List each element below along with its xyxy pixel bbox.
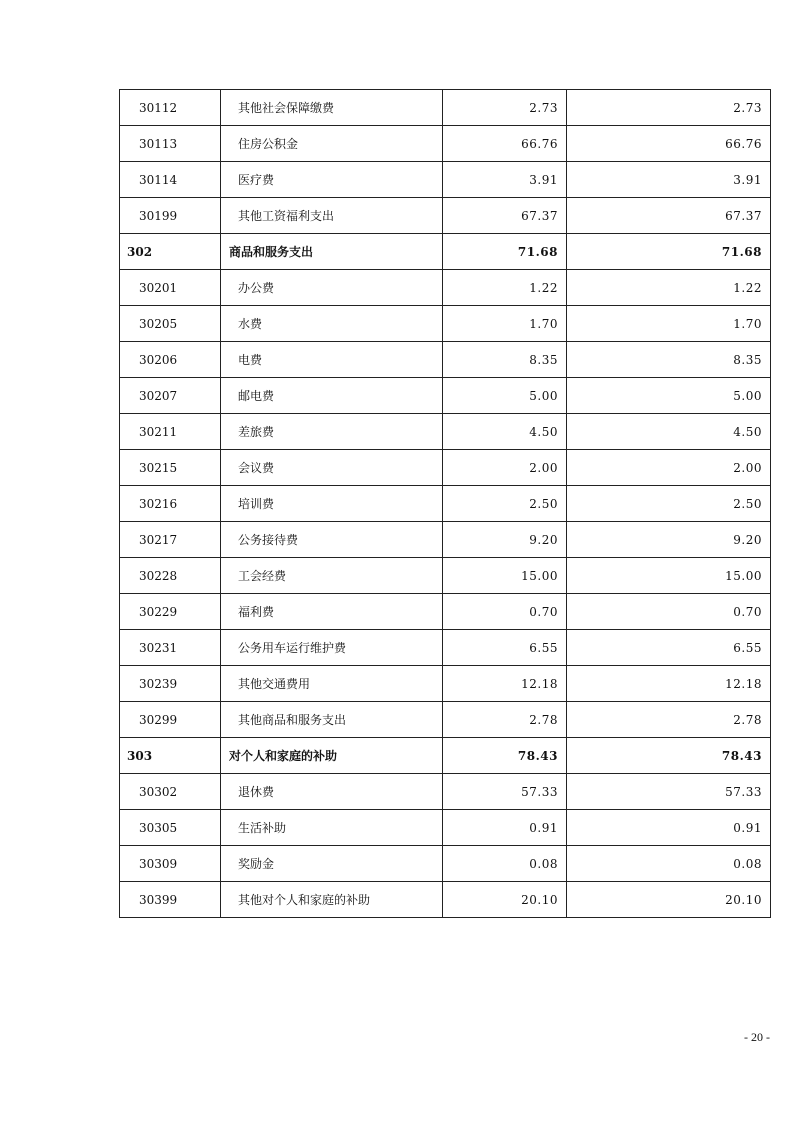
row-amount-cell: 1.22 (443, 270, 567, 306)
row-code-cell: 30216 (120, 486, 221, 522)
table-row (120, 594, 771, 630)
table-body (120, 90, 771, 918)
table-row (120, 270, 771, 306)
row-code-cell: 30309 (120, 846, 221, 882)
row-code-cell: 30207 (120, 378, 221, 414)
row-amount-cell: 8.35 (443, 342, 567, 378)
row-name-cell: 住房公积金 (221, 126, 443, 162)
row-name-cell: 商品和服务支出 (221, 234, 443, 270)
table-row (120, 378, 771, 414)
table-row (120, 846, 771, 882)
row-amount-total-cell: 0.91 (567, 810, 771, 846)
row-name-cell: 其他商品和服务支出 (221, 702, 443, 738)
row-name-cell: 生活补助 (221, 810, 443, 846)
row-code-cell: 30113 (120, 126, 221, 162)
row-amount-cell: 2.73 (443, 90, 567, 126)
row-amount-total-cell: 8.35 (567, 342, 771, 378)
row-name-cell: 其他交通费用 (221, 666, 443, 702)
row-code-cell: 30305 (120, 810, 221, 846)
table-row (120, 126, 771, 162)
row-amount-total-cell: 2.00 (567, 450, 771, 486)
row-code-cell: 30299 (120, 702, 221, 738)
row-amount-total-cell: 67.37 (567, 198, 771, 234)
row-amount-total-cell: 15.00 (567, 558, 771, 594)
table-row (120, 450, 771, 486)
row-code-cell: 30114 (120, 162, 221, 198)
row-code-cell: 30228 (120, 558, 221, 594)
row-amount-cell: 12.18 (443, 666, 567, 702)
row-name-cell: 其他社会保障缴费 (221, 90, 443, 126)
table-row (120, 774, 771, 810)
row-amount-cell: 3.91 (443, 162, 567, 198)
row-amount-total-cell: 12.18 (567, 666, 771, 702)
row-amount-cell: 0.91 (443, 810, 567, 846)
row-amount-cell: 2.50 (443, 486, 567, 522)
row-code-cell: 30199 (120, 198, 221, 234)
row-amount-total-cell: 71.68 (567, 234, 771, 270)
row-name-cell: 其他对个人和家庭的补助 (221, 882, 443, 918)
row-amount-cell: 66.76 (443, 126, 567, 162)
table-group-row (120, 738, 771, 774)
row-amount-cell: 71.68 (443, 234, 567, 270)
row-amount-cell: 5.00 (443, 378, 567, 414)
row-amount-total-cell: 4.50 (567, 414, 771, 450)
row-amount-cell: 6.55 (443, 630, 567, 666)
row-code-cell: 30229 (120, 594, 221, 630)
row-amount-total-cell: 66.76 (567, 126, 771, 162)
row-amount-cell: 9.20 (443, 522, 567, 558)
row-code-cell: 30217 (120, 522, 221, 558)
table-row (120, 810, 771, 846)
row-amount-total-cell: 2.50 (567, 486, 771, 522)
table-row (120, 522, 771, 558)
row-amount-cell: 4.50 (443, 414, 567, 450)
table-group-row (120, 234, 771, 270)
row-amount-cell: 2.00 (443, 450, 567, 486)
table-row (120, 342, 771, 378)
row-code-cell: 30201 (120, 270, 221, 306)
row-amount-total-cell: 0.70 (567, 594, 771, 630)
row-name-cell: 办公费 (221, 270, 443, 306)
row-name-cell: 水费 (221, 306, 443, 342)
row-code-cell: 30215 (120, 450, 221, 486)
table-row (120, 90, 771, 126)
row-amount-total-cell: 9.20 (567, 522, 771, 558)
row-amount-total-cell: 3.91 (567, 162, 771, 198)
row-amount-cell: 0.70 (443, 594, 567, 630)
row-code-cell: 302 (120, 234, 221, 270)
row-code-cell: 30239 (120, 666, 221, 702)
table-row (120, 414, 771, 450)
row-name-cell: 对个人和家庭的补助 (221, 738, 443, 774)
row-amount-total-cell: 57.33 (567, 774, 771, 810)
table-row (120, 162, 771, 198)
row-amount-total-cell: 2.73 (567, 90, 771, 126)
row-amount-cell: 20.10 (443, 882, 567, 918)
row-name-cell: 福利费 (221, 594, 443, 630)
row-amount-total-cell: 1.70 (567, 306, 771, 342)
row-amount-total-cell: 78.43 (567, 738, 771, 774)
table-row (120, 630, 771, 666)
row-amount-cell: 0.08 (443, 846, 567, 882)
table-row (120, 486, 771, 522)
table-row (120, 198, 771, 234)
row-amount-total-cell: 0.08 (567, 846, 771, 882)
row-amount-cell: 67.37 (443, 198, 567, 234)
row-code-cell: 30302 (120, 774, 221, 810)
row-name-cell: 退休费 (221, 774, 443, 810)
page-number: - 20 - (744, 1030, 770, 1044)
row-name-cell: 奖励金 (221, 846, 443, 882)
row-amount-total-cell: 1.22 (567, 270, 771, 306)
row-name-cell: 培训费 (221, 486, 443, 522)
row-code-cell: 30399 (120, 882, 221, 918)
row-amount-cell: 15.00 (443, 558, 567, 594)
row-amount-total-cell: 20.10 (567, 882, 771, 918)
row-amount-cell: 2.78 (443, 702, 567, 738)
row-name-cell: 工会经费 (221, 558, 443, 594)
row-name-cell: 公务用车运行维护费 (221, 630, 443, 666)
row-name-cell: 公务接待费 (221, 522, 443, 558)
row-amount-cell: 78.43 (443, 738, 567, 774)
table-row (120, 558, 771, 594)
table-row (120, 882, 771, 918)
row-code-cell: 30205 (120, 306, 221, 342)
row-amount-total-cell: 2.78 (567, 702, 771, 738)
row-name-cell: 医疗费 (221, 162, 443, 198)
row-amount-cell: 57.33 (443, 774, 567, 810)
row-name-cell: 邮电费 (221, 378, 443, 414)
row-code-cell: 30211 (120, 414, 221, 450)
row-name-cell: 差旅费 (221, 414, 443, 450)
row-amount-total-cell: 6.55 (567, 630, 771, 666)
row-name-cell: 其他工资福利支出 (221, 198, 443, 234)
row-amount-cell: 1.70 (443, 306, 567, 342)
row-name-cell: 电费 (221, 342, 443, 378)
row-code-cell: 30112 (120, 90, 221, 126)
row-amount-total-cell: 5.00 (567, 378, 771, 414)
table-row (120, 306, 771, 342)
row-code-cell: 303 (120, 738, 221, 774)
table-row (120, 666, 771, 702)
row-name-cell: 会议费 (221, 450, 443, 486)
table-row (120, 702, 771, 738)
row-code-cell: 30231 (120, 630, 221, 666)
row-code-cell: 30206 (120, 342, 221, 378)
budget-table (119, 89, 771, 918)
